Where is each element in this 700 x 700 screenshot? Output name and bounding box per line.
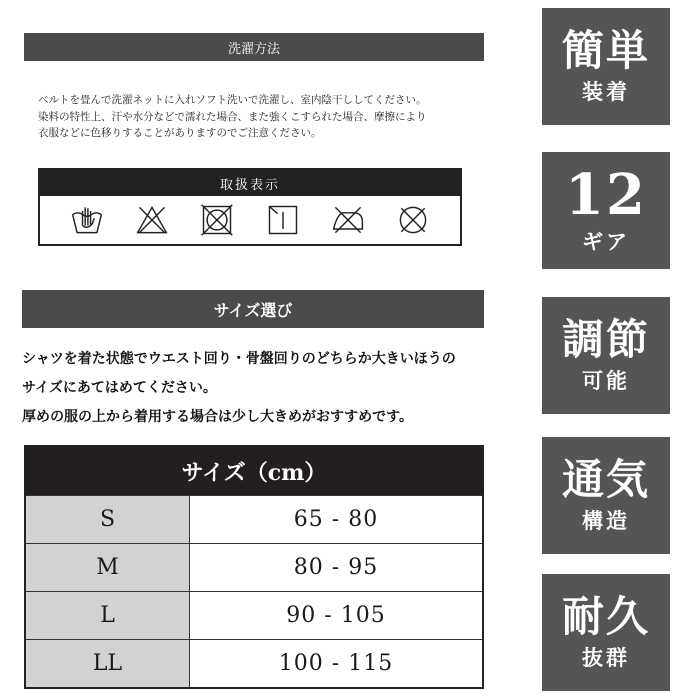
table-row	[26, 591, 482, 639]
feature-tile-durable	[542, 574, 670, 691]
size-table	[24, 445, 484, 689]
size-table-header: サイズ（cm）	[26, 447, 482, 495]
size-choice-title: サイズ選び	[213, 300, 293, 320]
size-choice-header	[22, 290, 484, 328]
table-row	[26, 543, 482, 591]
no-iron-icon	[330, 202, 366, 238]
size-choice-instructions	[22, 345, 502, 432]
feature-title: 通気	[561, 454, 650, 504]
washing-instructions	[38, 92, 478, 142]
feature-title: 調節	[561, 314, 650, 364]
hand-wash-icon	[69, 202, 105, 238]
no-bleach-icon	[134, 202, 170, 238]
feature-subtitle: 可能	[582, 368, 630, 393]
size-range: 100 - 115	[190, 640, 482, 687]
feature-subtitle: 抜群	[582, 645, 630, 670]
feature-title: 簡単	[561, 25, 650, 75]
size-label: S	[26, 496, 190, 543]
size-range: 80 - 95	[190, 544, 482, 591]
feature-subtitle: 構造	[582, 508, 630, 533]
care-label-box	[38, 168, 462, 246]
size-label: L	[26, 592, 190, 639]
size-choice-line: シャツを着た状態でウエスト回り・骨盤回りのどちらか大きいほうの	[22, 351, 456, 367]
washing-header	[24, 33, 484, 61]
washing-title: 洗濯方法	[227, 41, 280, 57]
feature-title: 耐久	[561, 591, 650, 641]
feature-title: 12	[565, 161, 647, 228]
size-choice-line: 厚めの服の上から着用する場合は少し大きめがおすすめです。	[22, 409, 414, 425]
care-icons-row	[40, 196, 460, 244]
feature-tile-easy-wear	[542, 8, 670, 125]
size-label: M	[26, 544, 190, 591]
feature-tile-adjustable	[542, 297, 670, 414]
washing-line: ベルトを畳んで洗濯ネットに入れソフト洗いで洗濯し、室内陰干ししてください。	[38, 94, 427, 106]
table-row	[26, 495, 482, 543]
size-range: 90 - 105	[190, 592, 482, 639]
no-tumble-dry-icon	[199, 202, 235, 238]
size-label: LL	[26, 640, 190, 687]
feature-tile-breathable	[542, 437, 670, 554]
feature-subtitle: 装着	[582, 79, 630, 104]
line-dry-shade-icon	[265, 202, 301, 238]
size-range: 65 - 80	[190, 496, 482, 543]
table-row	[26, 639, 482, 687]
feature-subtitle: ギア	[582, 229, 630, 254]
size-choice-line: サイズにあてはめてください。	[22, 380, 217, 396]
washing-line: 衣服などに色移りすることがありますのでご注意ください。	[38, 127, 322, 139]
washing-line: 染料の特性上、汗や水分などで濡れた場合、また強くこすられた場合、摩擦により	[38, 110, 427, 123]
no-dry-clean-icon	[395, 202, 431, 238]
care-label-title: 取扱表示	[40, 170, 460, 196]
feature-tile-gears	[542, 152, 670, 269]
